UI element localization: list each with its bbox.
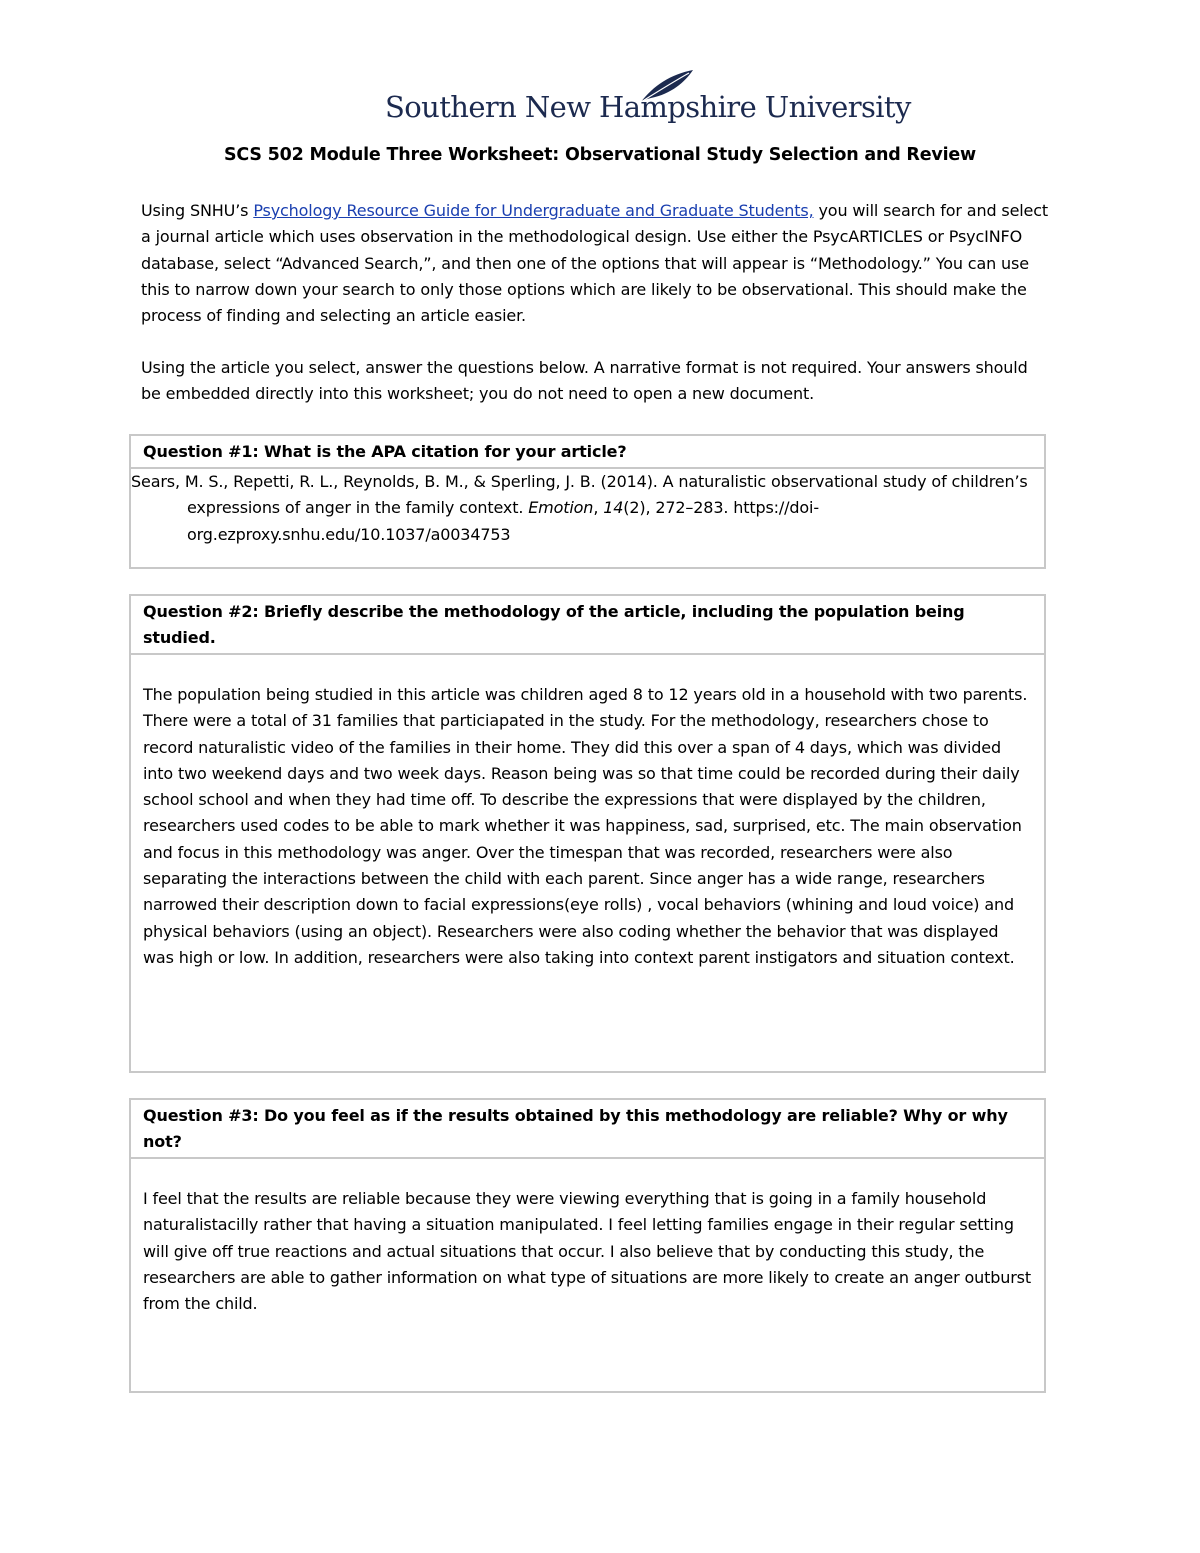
page-title: SCS 502 Module Three Worksheet: Observational Study Selection and Review: [223, 145, 977, 165]
citation-volume: 14: [603, 498, 624, 518]
intro-paragraph-1: [141, 198, 1051, 329]
citation-part1: Sears, M. S., Repetti, R. L., Reynolds, B. M., & Sperling, J. B. (2014). A naturalistic observational study of children’s expressions of anger in the family context.: [131, 472, 1028, 518]
citation-journal: Emotion: [528, 498, 594, 518]
intro-rest: you will search for and select a journal article which uses observation in the methodological design. Use either the PsycARTICLES or PsycINFO database, select “Advanced Search,”, and then one of the options that will appear is “Methodology.” You can use this to narrow down your search to only those options which are likely to be observational. This should make the process of finding and selecting an article easier.: [141, 201, 1049, 326]
question-3-prompt: Question #3: Do you feel as if the results obtained by this methodology are reliable? Why or why not?: [131, 1100, 1044, 1159]
citation-part2: (2), 272–283. https://doi-org.ezproxy.snhu.edu/10.1037/a0034753: [187, 498, 819, 544]
question-3-answer[interactable]: I feel that the results are reliable because they were viewing everything that is going in a family household naturalistacilly rather that having a situation manipulated. I feel letting families engage in their regular setting will give off true reactions and actual situations that occur. I also believe that by conducting this study, the researchers are able to gather information on what type of situations are more likely to create an anger outburst from the child.: [143, 1189, 1031, 1314]
university-logo: [385, 68, 911, 138]
question-2-answer[interactable]: The population being studied in this article was children aged 8 to 12 years old in a household with two parents. There were a total of 31 families that particiapated in the study. For the methodology, researchers chose to record naturalistic video of the families in their home. They did this over a span of 4 days, which was divided into two weekend days and two week days. Reason being was so that time could be recorded during their daily school school and when they had time off. To describe the expressions that were displayed by the children, researchers used codes to be able to mark whether it was happiness, sad, surprised, etc. The main observation and focus in this methodology was anger. Over the timespan that was recorded, researchers were also separating the interactions between the child with each parent. Since anger has a wide range, researchers narrowed their description down to facial expressions(eye rolls) , vocal behaviors (whining and loud voice) and physical behaviors (using an object). Researchers were also coding whether the behavior that was displayed was high or low. In addition, researchers were also taking into context parent instigators and situation context.: [143, 685, 1028, 967]
question-1-answer[interactable]: [131, 469, 1044, 548]
intro-prefix: Using SNHU’s: [141, 201, 254, 220]
question-2-prompt: Question #2: Briefly describe the methodology of the article, including the population being studied.: [131, 596, 1044, 655]
citation-sep: ,: [593, 498, 604, 518]
resource-guide-link[interactable]: Psychology Resource Guide for Undergraduate and Graduate Students,: [253, 201, 814, 220]
question-1-box: [129, 434, 1046, 569]
question-3-box: [129, 1098, 1046, 1393]
logo-text: Southern New Hampshire University: [385, 90, 911, 124]
question-2-box: [129, 594, 1046, 1073]
intro-paragraph-2: Using the article you select, answer the questions below. A narrative format is not required. Your answers should be embedded directly into this worksheet; you do not need to open a new document.: [141, 358, 1028, 404]
question-1-prompt: Question #1: What is the APA citation for your article?: [131, 436, 1044, 469]
